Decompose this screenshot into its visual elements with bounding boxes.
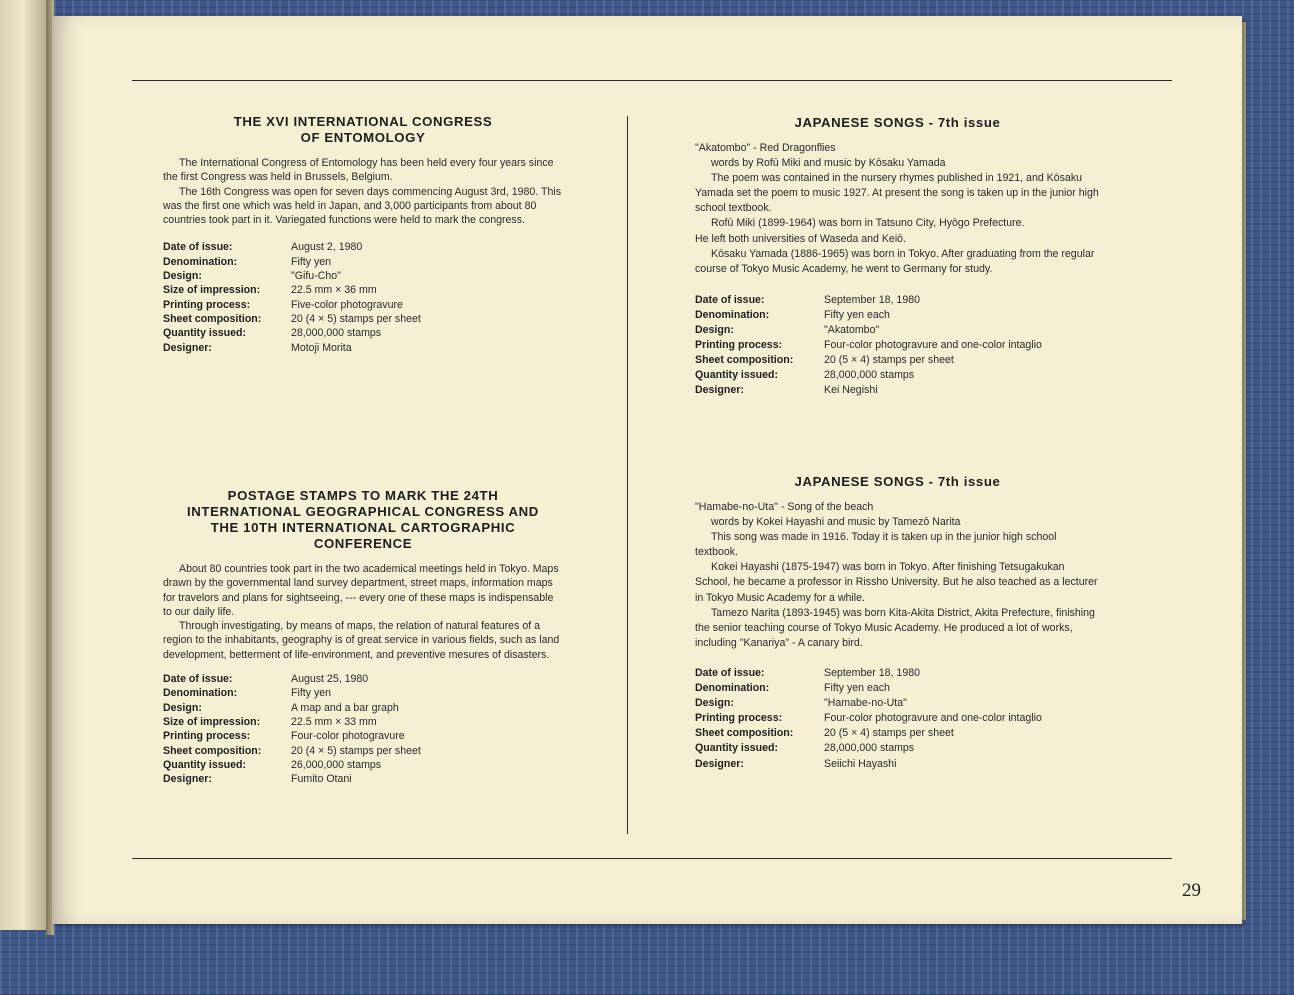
stamp-specs — [695, 293, 1100, 399]
spec-value: 28,000,000 stamps — [824, 369, 915, 382]
spec-value: Fifty yen — [291, 687, 332, 700]
spec-value: 22.5 mm × 33 mm — [291, 715, 377, 728]
spec-label: Designer: — [695, 757, 744, 770]
spec-label: Printing process: — [163, 730, 251, 743]
facing-page-edge — [0, 0, 46, 930]
spec-label: Quantity issued: — [163, 758, 246, 771]
spec-label: Sheet composition: — [163, 312, 262, 325]
article-geographical-congress — [163, 488, 563, 786]
spec-value: August 25, 1980 — [291, 673, 369, 686]
article-body — [695, 500, 1100, 651]
spec-value: 20 (5 × 4) stamps per sheet — [824, 354, 954, 367]
spec-value: Five-color photogravure — [291, 298, 403, 311]
article-title: JAPANESE SONGS - 7th issue — [794, 115, 1001, 130]
paragraph: Kōsaku Yamada (1886-1965) was born in Tokyo. After graduating from the regular course of Tokyo Music Academy, he went to Germany for study. — [695, 247, 1095, 275]
spec-label: Quantity issued: — [695, 369, 778, 382]
spec-value: 20 (4 × 5) stamps per sheet — [291, 744, 421, 757]
paragraph: The International Congress of Entomology has been held every four years since the first Congress was held in Brussels, Belgium. — [163, 157, 554, 184]
spec-value: "Akatombo" — [824, 324, 880, 337]
paragraph: words by Kokei Hayashi and music by Tamezō Narita — [711, 516, 961, 529]
spec-label: Sheet composition: — [695, 354, 794, 367]
top-rule — [132, 80, 1172, 81]
stamp-specs — [163, 240, 563, 354]
spec-label: Denomination: — [163, 687, 238, 700]
paragraph: words by Rofū Miki and music by Kōsaku Yamada — [711, 157, 946, 170]
spec-label: Printing process: — [695, 712, 783, 725]
spec-label: Sheet composition: — [695, 727, 794, 740]
spec-label: Quantity issued: — [163, 327, 246, 340]
spec-label: Denomination: — [695, 682, 770, 695]
article-body — [163, 562, 563, 662]
spec-label: Denomination: — [163, 255, 238, 268]
article-body — [163, 156, 563, 227]
spec-value: 22.5 mm × 36 mm — [291, 284, 377, 297]
spec-value: 28,000,000 stamps — [291, 327, 382, 340]
spec-value: Fifty yen each — [824, 682, 890, 695]
spec-value: August 2, 1980 — [291, 241, 363, 254]
paragraph: Rofū Miki (1899-1964) was born in Tatsuno City, Hyōgo Prefecture. — [711, 217, 1025, 230]
spec-label: Printing process: — [695, 339, 783, 352]
article-title: JAPANESE SONGS - 7th issue — [794, 474, 1001, 489]
spec-value: Fifty yen — [291, 255, 332, 268]
spec-value: Fumito Otani — [291, 773, 352, 786]
spec-value: 26,000,000 stamps — [291, 758, 382, 771]
spec-value: September 18, 1980 — [824, 293, 921, 306]
spec-value: Motoji Morita — [291, 341, 352, 354]
article-hamabe-no-uta — [695, 474, 1100, 772]
spec-label: Design: — [695, 697, 734, 710]
spec-value: Four-color photogravure and one-color intaglio — [824, 712, 1042, 725]
paragraph: Tamezo Narita (1893-1945) was born Kita-Akita District, Akita Prefecture, finishing the senior teaching course of Tokyo Music Academy. He produced a lot of works, including "Kanariya" - A canary bird. — [695, 606, 1095, 649]
stamp-specs — [695, 666, 1100, 772]
title-line: CONFERENCE — [313, 536, 413, 551]
title-line: THE 10TH INTERNATIONAL CARTOGRAPHIC — [210, 520, 516, 535]
spec-value: Fifty yen each — [824, 308, 890, 321]
article-akatombo — [695, 115, 1100, 399]
spec-value: September 18, 1980 — [824, 666, 921, 679]
spec-label: Printing process: — [163, 298, 251, 311]
spec-label: Design: — [163, 270, 202, 283]
spec-label: Size of impression: — [163, 715, 261, 728]
spec-label: Size of impression: — [163, 284, 261, 297]
spec-value: 20 (4 × 5) stamps per sheet — [291, 312, 421, 325]
spec-value: "Gifu-Cho" — [291, 270, 341, 283]
spec-label: Designer: — [695, 384, 744, 397]
title-line: INTERNATIONAL GEOGRAPHICAL CONGRESS AND — [187, 504, 539, 519]
spec-label: Designer: — [163, 773, 212, 786]
spec-label: Design: — [695, 324, 734, 337]
title-line: POSTAGE STAMPS TO MARK THE 24TH — [227, 488, 499, 503]
spec-label: Date of issue: — [695, 666, 765, 679]
spec-value: Four-color photogravure and one-color intaglio — [824, 339, 1042, 352]
paragraph: The poem was contained in the nursery rhymes published in 1921, and Kōsaku Yamada set the poem to music 1927. At present the song is taken up in the junior high school textbook. — [695, 172, 1099, 215]
paragraph: "Akatombo" - Red Dragonflies — [695, 142, 836, 154]
spec-label: Designer: — [163, 341, 212, 354]
article-entomology — [163, 114, 563, 355]
article-body — [695, 141, 1100, 277]
paragraph: About 80 countries took part in the two academical meetings held in Tokyo. Maps drawn by the governmental land survey department, street maps, information maps for travelors and plans for sightseeing, --- every one of these maps is indispensable to our daily life. — [163, 563, 559, 618]
paragraph: "Hamabe-no-Uta" - Song of the beach — [695, 501, 874, 513]
spec-label: Date of issue: — [695, 293, 765, 306]
article-title — [163, 488, 563, 552]
spec-label: Denomination: — [695, 308, 770, 321]
spec-value: "Hamabe-no-Uta" — [824, 697, 907, 710]
spec-value: Seiichi Hayashi — [824, 757, 897, 770]
article-title — [163, 114, 563, 146]
paragraph: Kokei Hayashi (1875-1947) was born in Tokyo. After finishing Tetsugakukan School, he became a professor in Rissho University. But he also teached as a lecturer in Tokyo Music Academy for a while. — [695, 561, 1098, 604]
paragraph: Through investigating, by means of maps, the relation of natural features of a region to the inhabitants, geography is of great service in various fields, such as land development, betterment of life-environment, and preventive mesures of disasters. — [163, 620, 560, 661]
stamp-specs — [163, 672, 563, 786]
spec-value: Kei Negishi — [824, 384, 878, 397]
spec-value: 20 (5 × 4) stamps per sheet — [824, 727, 954, 740]
spec-value: Four-color photogravure — [291, 730, 405, 743]
column-divider — [627, 116, 628, 834]
paragraph: This song was made in 1916. Today it is taken up in the junior high school textbook. — [695, 531, 1057, 559]
spec-label: Sheet composition: — [163, 744, 262, 757]
spec-label: Date of issue: — [163, 673, 233, 686]
spec-label: Quantity issued: — [695, 742, 778, 755]
spec-label: Date of issue: — [163, 241, 233, 254]
paragraph: He left both universities of Waseda and Keiō. — [695, 232, 907, 245]
spec-value: A map and a bar graph — [291, 701, 399, 714]
title-line: OF ENTOMOLOGY — [300, 130, 426, 145]
bottom-rule — [132, 858, 1172, 859]
paragraph: The 16th Congress was open for seven days commencing August 3rd, 1980. This was the first one which was held in Japan, and 3,000 participants from about 80 countries took part in it. Variegated functions were held to mark the congress. — [163, 185, 561, 227]
spec-value: 28,000,000 stamps — [824, 742, 915, 755]
page-number: 29 — [1182, 880, 1201, 901]
spec-label: Design: — [163, 701, 202, 714]
title-line: THE XVI INTERNATIONAL CONGRESS — [233, 114, 493, 129]
